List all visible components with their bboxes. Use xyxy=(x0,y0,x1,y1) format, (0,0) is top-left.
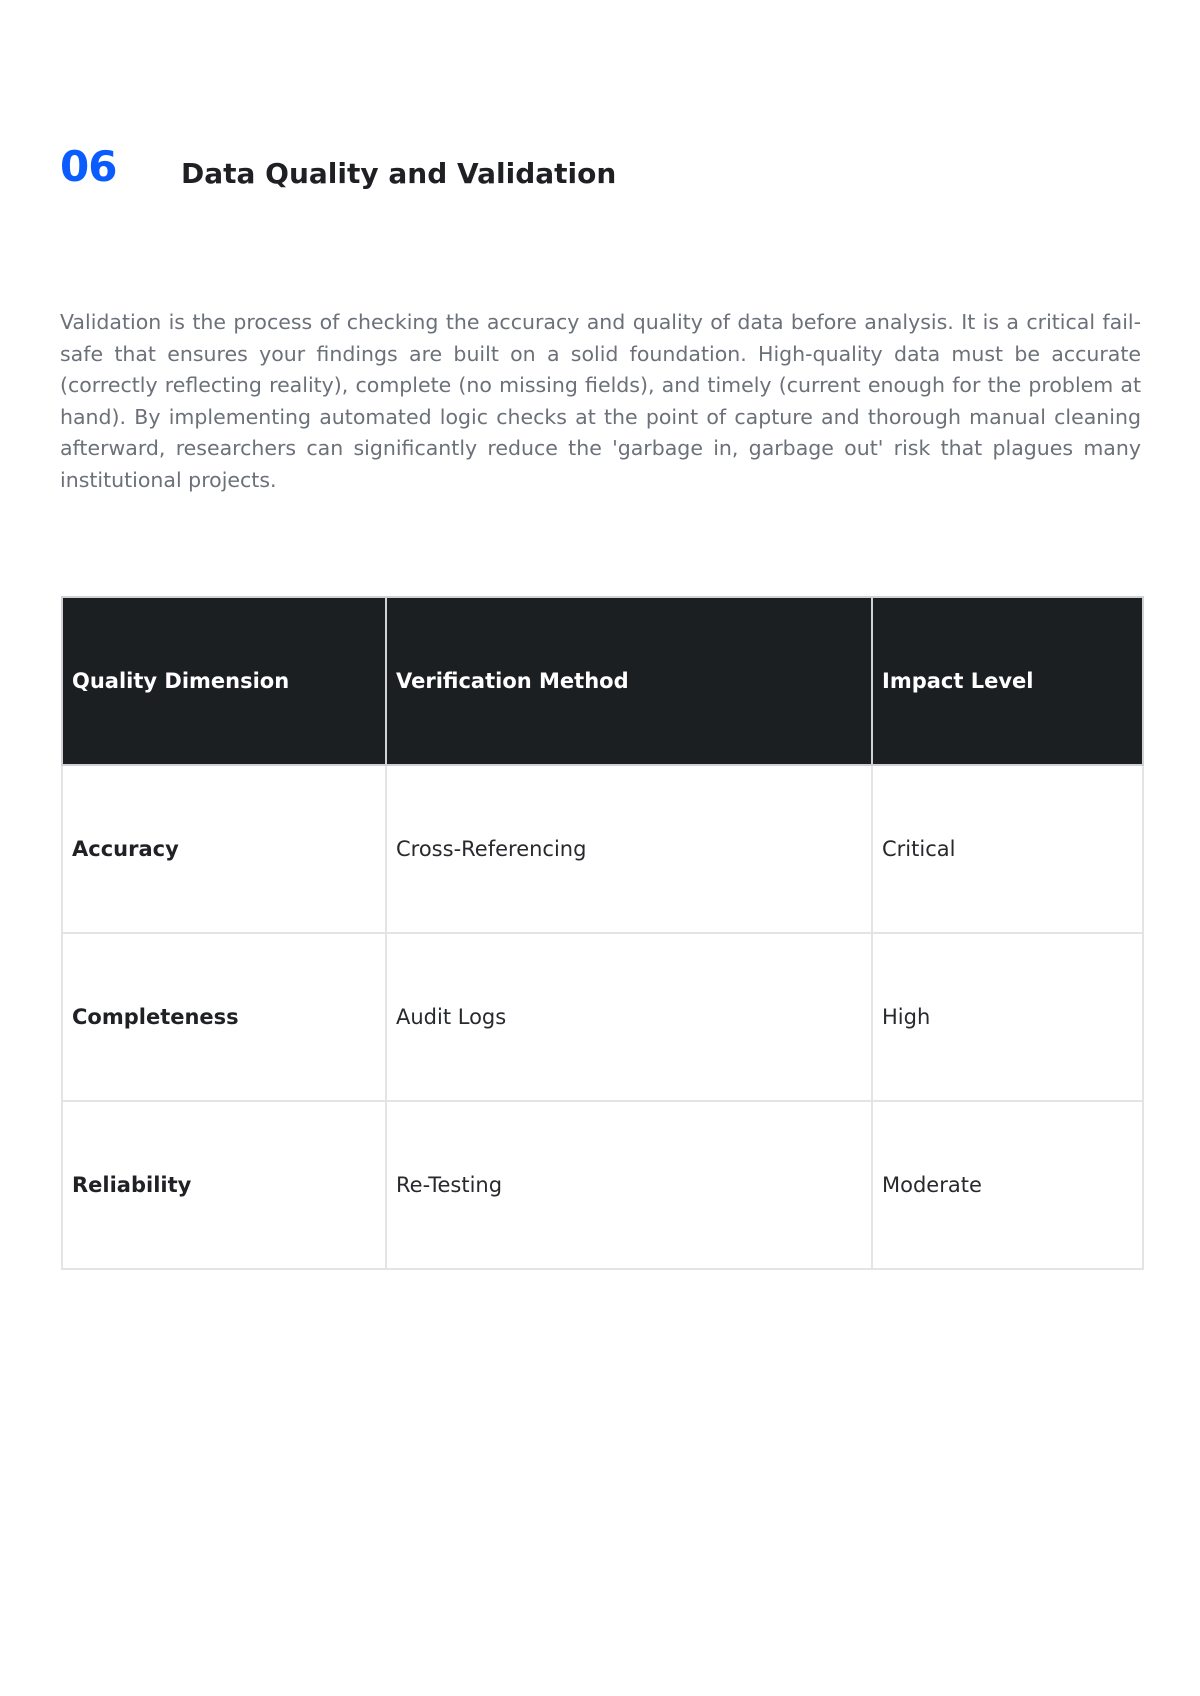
quality-table xyxy=(61,596,1144,1270)
cell-dimension: Accuracy xyxy=(62,765,386,933)
cell-dimension: Completeness xyxy=(62,933,386,1101)
section-number: 06 xyxy=(60,142,117,191)
table-row xyxy=(62,933,1143,1101)
section-header xyxy=(60,140,1140,200)
cell-method: Re-Testing xyxy=(386,1101,872,1269)
header-quality-dimension: Quality Dimension xyxy=(62,597,386,765)
cell-method: Cross-Referencing xyxy=(386,765,872,933)
header-impact-level: Impact Level xyxy=(872,597,1143,765)
cell-impact: High xyxy=(872,933,1143,1101)
section-title: Data Quality and Validation xyxy=(181,157,617,190)
cell-impact: Moderate xyxy=(872,1101,1143,1269)
cell-impact: Critical xyxy=(872,765,1143,933)
table-row xyxy=(62,765,1143,933)
table-header-row xyxy=(62,597,1143,765)
table-row xyxy=(62,1101,1143,1269)
cell-dimension: Reliability xyxy=(62,1101,386,1269)
cell-method: Audit Logs xyxy=(386,933,872,1101)
header-verification-method: Verification Method xyxy=(386,597,872,765)
intro-paragraph: Validation is the process of checking the accuracy and quality of data before analysis. It is a critical fail-safe that ensures your findings are built on a solid foundation. High-quality data must be accurate (correctly reflecting reality), complete (no missing fields), and timely (current enough for the problem at hand). By implementing automated logic checks at the point of capture and thorough manual cleaning afterward, researchers can significantly reduce the 'garbage in, garbage out' risk that plagues many institutional projects. xyxy=(60,310,1141,492)
